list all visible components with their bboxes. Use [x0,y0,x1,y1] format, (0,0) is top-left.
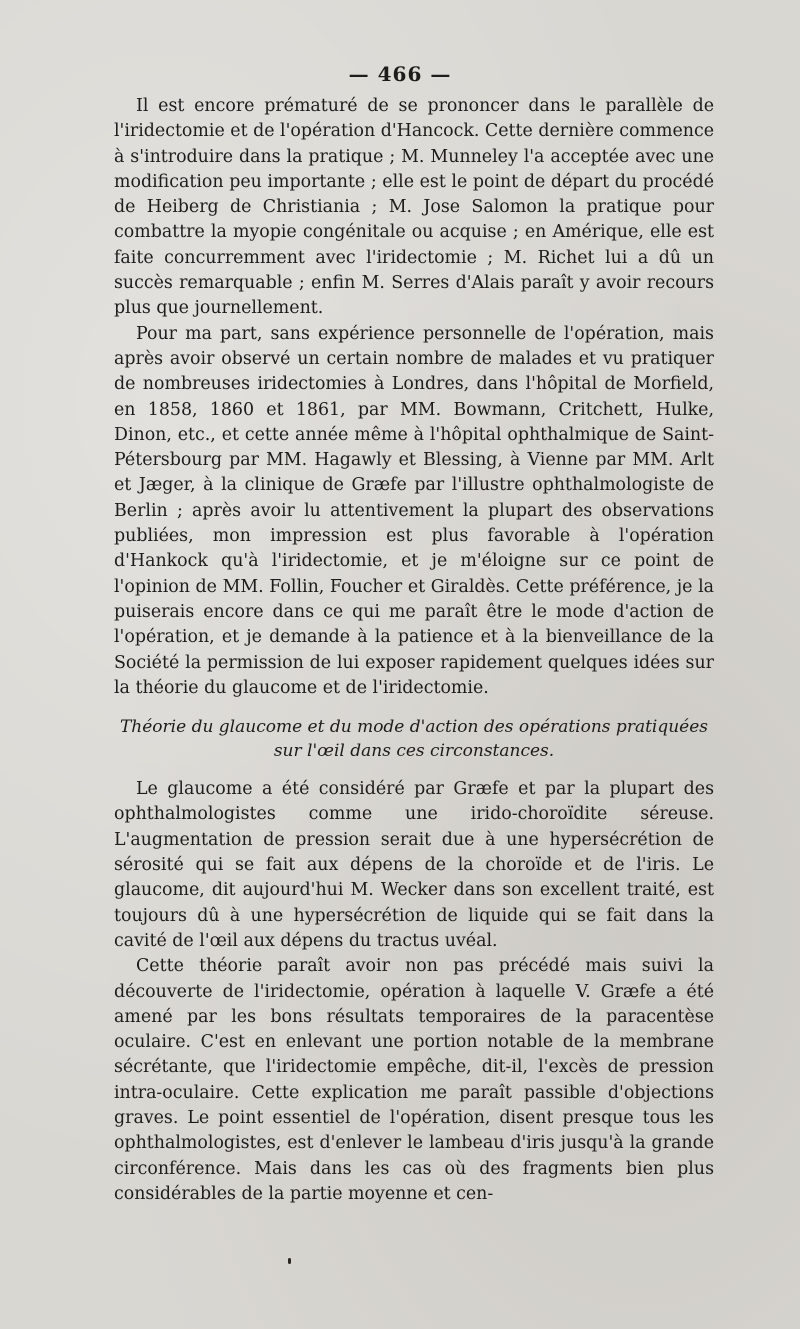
body-text [114,94,714,1207]
section-heading-line-2: sur l'œil dans ces circonstances. [273,741,555,762]
section-heading [114,715,714,763]
paragraph-4: Cette théorie paraît avoir non pas précédé mais suivi la découverte de l'iridectomie, opération à laquelle V. Græfe a été amené par les bons résultats temporaires de la paracentèse oculaire. C'est en enlevant une portion notable de la membrane sécrétante, que l'iridectomie empêche, dit-il, l'excès de pression intra-oculaire. Cette explication me paraît passible d'objections graves. Le point essentiel de l'opération, disent presque tous les ophthalmologistes, est d'enlever le lambeau d'iris jusqu'à la grande circonférence. Mais dans les cas où des fragments bien plus considérables de la partie moyenne et cen- [114,956,714,1204]
paragraph-2: Pour ma part, sans expérience personnelle de l'opération, mais après avoir observé un certain nombre de malades et vu pratiquer de nombreuses iridectomies à Londres, dans l'hôpital de Morfield, en 1858, 1860 et 1861, par MM. Bowmann, Critchett, Hulke, Dinon, etc., et cette année même à l'hôpital ophthalmique de Saint-Pétersbourg par MM. Hagawly et Blessing, à Vienne par MM. Arlt et Jæger, à la clinique de Græfe par l'illustre ophthalmologiste de Berlin ; après avoir lu attentivement la plupart des observations publiées, mon impression est plus favorable à l'opération d'Hankock qu'à l'iridectomie, et je m'éloigne sur ce point de l'opinion de MM. Follin, Foucher et Giraldès. Cette préférence, je la puiserais encore dans ce qui me paraît être le mode d'action de l'opération, et je demande à la patience et à la bienveillance de la Société la permission de lui exposer rapidement quelques idées sur la théorie du glaucome et de l'iridectomie. [114,323,714,698]
paragraph-3: Le glaucome a été considéré par Græfe et par la plupart des ophthalmologistes comme une irido-choroïdite séreuse. L'augmentation de pression serait due à une hypersécrétion de sérosité qui se fait aux dépens de la choroïde et de l'iris. Le glaucome, dit aujourd'hui M. Wecker dans son excellent traité, est toujours dû à une hypersécrétion de liquide qui se fait dans la cavité de l'œil aux dépens du tractus uvéal. [114,779,714,951]
section-heading-line-1: Théorie du glaucome et du mode d'action des opérations pratiquées [119,717,709,738]
page-number: — 466 — [348,62,452,86]
ink-speck [288,1258,291,1264]
paragraph-1: Il est encore prématuré de se prononcer dans le parallèle de l'iridectomie et de l'opération d'Hancock. Cette dernière commence à s'introduire dans la pratique ; M. Munneley l'a acceptée avec une modification peu importante ; elle est le point de départ du procédé de Heiberg de Christiania ; M. Jose Salomon la pratique pour combattre la myopie congénitale ou acquise ; en Amérique, elle est faite concurremment avec l'iridectomie ; M. Richet lui a dû un succès remarquable ; enfin M. Serres d'Alais paraît y avoir recours plus que journellement. [114,96,714,319]
